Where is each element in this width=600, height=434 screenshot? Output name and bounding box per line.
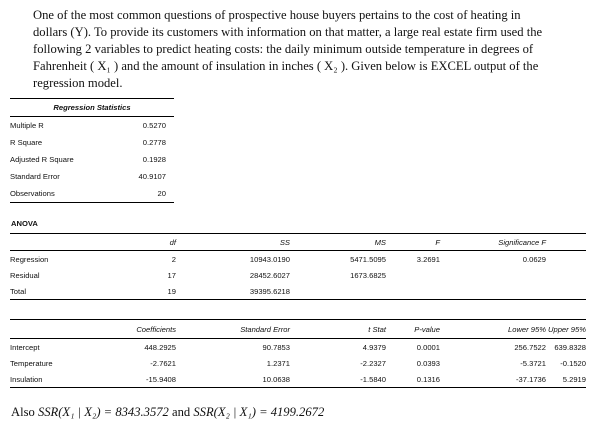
anova-header-significance: Significance F — [440, 234, 546, 251]
table-row — [10, 283, 586, 300]
table-row — [10, 185, 174, 203]
coef-upper-95: 639.8328 — [554, 342, 586, 352]
coef-header-lower-95: Lower 95% — [440, 320, 546, 339]
coef-lower-95: 256.7522 — [514, 342, 546, 352]
anova-f — [386, 283, 440, 300]
anova-ss: 28452.6027 — [249, 270, 290, 280]
table-row — [10, 339, 586, 356]
stat-label: Multiple R — [10, 121, 44, 130]
anova-df: 2 — [171, 254, 176, 264]
coef-t-stat: -2.2327 — [360, 358, 386, 368]
anova-header-f: F — [386, 234, 440, 251]
coef-value: -2.7621 — [150, 358, 176, 368]
ssr-statement — [11, 405, 324, 420]
coef-t-stat: -1.5840 — [290, 371, 386, 388]
coef-header-upper-95: Upper 95% — [546, 320, 586, 339]
table-row — [10, 168, 174, 185]
stat-value: 20 — [115, 185, 174, 203]
anova-row-label: Residual — [10, 270, 40, 280]
anova-header-ms: MS — [290, 234, 386, 251]
ssr-and: and — [168, 405, 194, 419]
ssr-x1-given-x2: SSR(X₁ | X₂) = 8343.3572 — [37, 405, 169, 419]
ssr-prefix: Also — [11, 405, 38, 419]
intro-line-4: Fahrenheit ( X₁ ) and the amount of insulation in inches ( X₂ ). Given below is EXCEL output of the — [33, 59, 539, 73]
coef-p-value: 0.1316 — [386, 371, 440, 388]
regression-statistics-title: Regression Statistics — [10, 99, 174, 117]
intro-line-5: regression model. — [33, 76, 123, 90]
coef-row-label: Intercept — [10, 342, 40, 352]
stat-value: 40.9107 — [138, 172, 166, 181]
intro-line-2: dollars (Y). To provide its customers with information on that matter, a large real estate firm used the — [33, 25, 543, 39]
ssr-x2-given-x1: SSR(X₂ | X₁) = 4199.2672 — [193, 405, 325, 419]
stat-label: Observations — [10, 185, 115, 203]
intro-line-1: One of the most common questions of prospective house buyers pertains to the cost of heating in — [33, 8, 521, 22]
coef-p-value: 0.0393 — [416, 358, 440, 368]
stat-label: Standard Error — [10, 172, 60, 181]
coef-header-standard-error: Standard Error — [176, 320, 290, 339]
table-row — [10, 371, 586, 388]
anova-row-label: Regression — [10, 254, 49, 264]
stat-label: Adjusted R Square — [10, 155, 74, 164]
anova-table — [10, 233, 586, 300]
stat-value: 0.2778 — [142, 138, 166, 147]
coef-lower-95: -37.1736 — [440, 371, 546, 388]
anova-title: ANOVA — [11, 219, 38, 228]
coef-header-coefficients: Coefficients — [110, 320, 176, 339]
coef-row-label: Temperature — [10, 358, 53, 368]
anova-header-ss: SS — [176, 234, 290, 251]
stat-label: R Square — [10, 138, 43, 147]
anova-significance — [440, 283, 546, 300]
stat-value: 0.5270 — [142, 121, 166, 130]
stat-value: 0.1928 — [142, 155, 166, 164]
coefficients-table — [10, 319, 586, 388]
anova-df: 17 — [167, 270, 176, 280]
problem-statement — [33, 7, 563, 92]
anova-ss: 39395.6218 — [176, 283, 290, 300]
coef-p-value: 0.0001 — [416, 342, 440, 352]
table-row — [10, 251, 586, 268]
table-row — [10, 267, 586, 283]
anova-ms: 1673.6825 — [350, 270, 386, 280]
coef-upper-95: -0.1520 — [560, 358, 586, 368]
regression-statistics-table — [10, 98, 174, 203]
anova-ms: 5471.5095 — [350, 254, 386, 264]
anova-significance: 0.0629 — [522, 254, 546, 264]
anova-ms — [290, 283, 386, 300]
coef-lower-95: -5.3721 — [520, 358, 546, 368]
anova-header-df: df — [110, 234, 176, 251]
anova-df: 19 — [110, 283, 176, 300]
coef-header-p-value: P-value — [386, 320, 440, 339]
anova-significance — [440, 267, 546, 283]
intro-line-3: following 2 variables to predict heating costs: the daily minimum outside temperature in degrees of — [33, 42, 534, 56]
coef-upper-95: 5.2919 — [546, 371, 586, 388]
anova-f — [386, 267, 440, 283]
coef-standard-error: 1.2371 — [266, 358, 290, 368]
coef-standard-error: 90.7853 — [262, 342, 290, 352]
coef-header-t-stat: t Stat — [290, 320, 386, 339]
coef-standard-error: 10.0638 — [176, 371, 290, 388]
anova-row-label: Total — [10, 283, 110, 300]
table-row — [10, 117, 174, 135]
anova-ss: 10943.0190 — [249, 254, 290, 264]
anova-f: 3.2691 — [416, 254, 440, 264]
coef-value: 448.2925 — [144, 342, 176, 352]
coef-value: -15.9408 — [110, 371, 176, 388]
table-row — [10, 151, 174, 168]
coef-row-label: Insulation — [10, 371, 110, 388]
coef-header-row — [10, 320, 586, 339]
anova-header-row — [10, 234, 586, 251]
table-row — [10, 355, 586, 371]
coef-t-stat: 4.9379 — [362, 342, 386, 352]
table-row — [10, 134, 174, 151]
